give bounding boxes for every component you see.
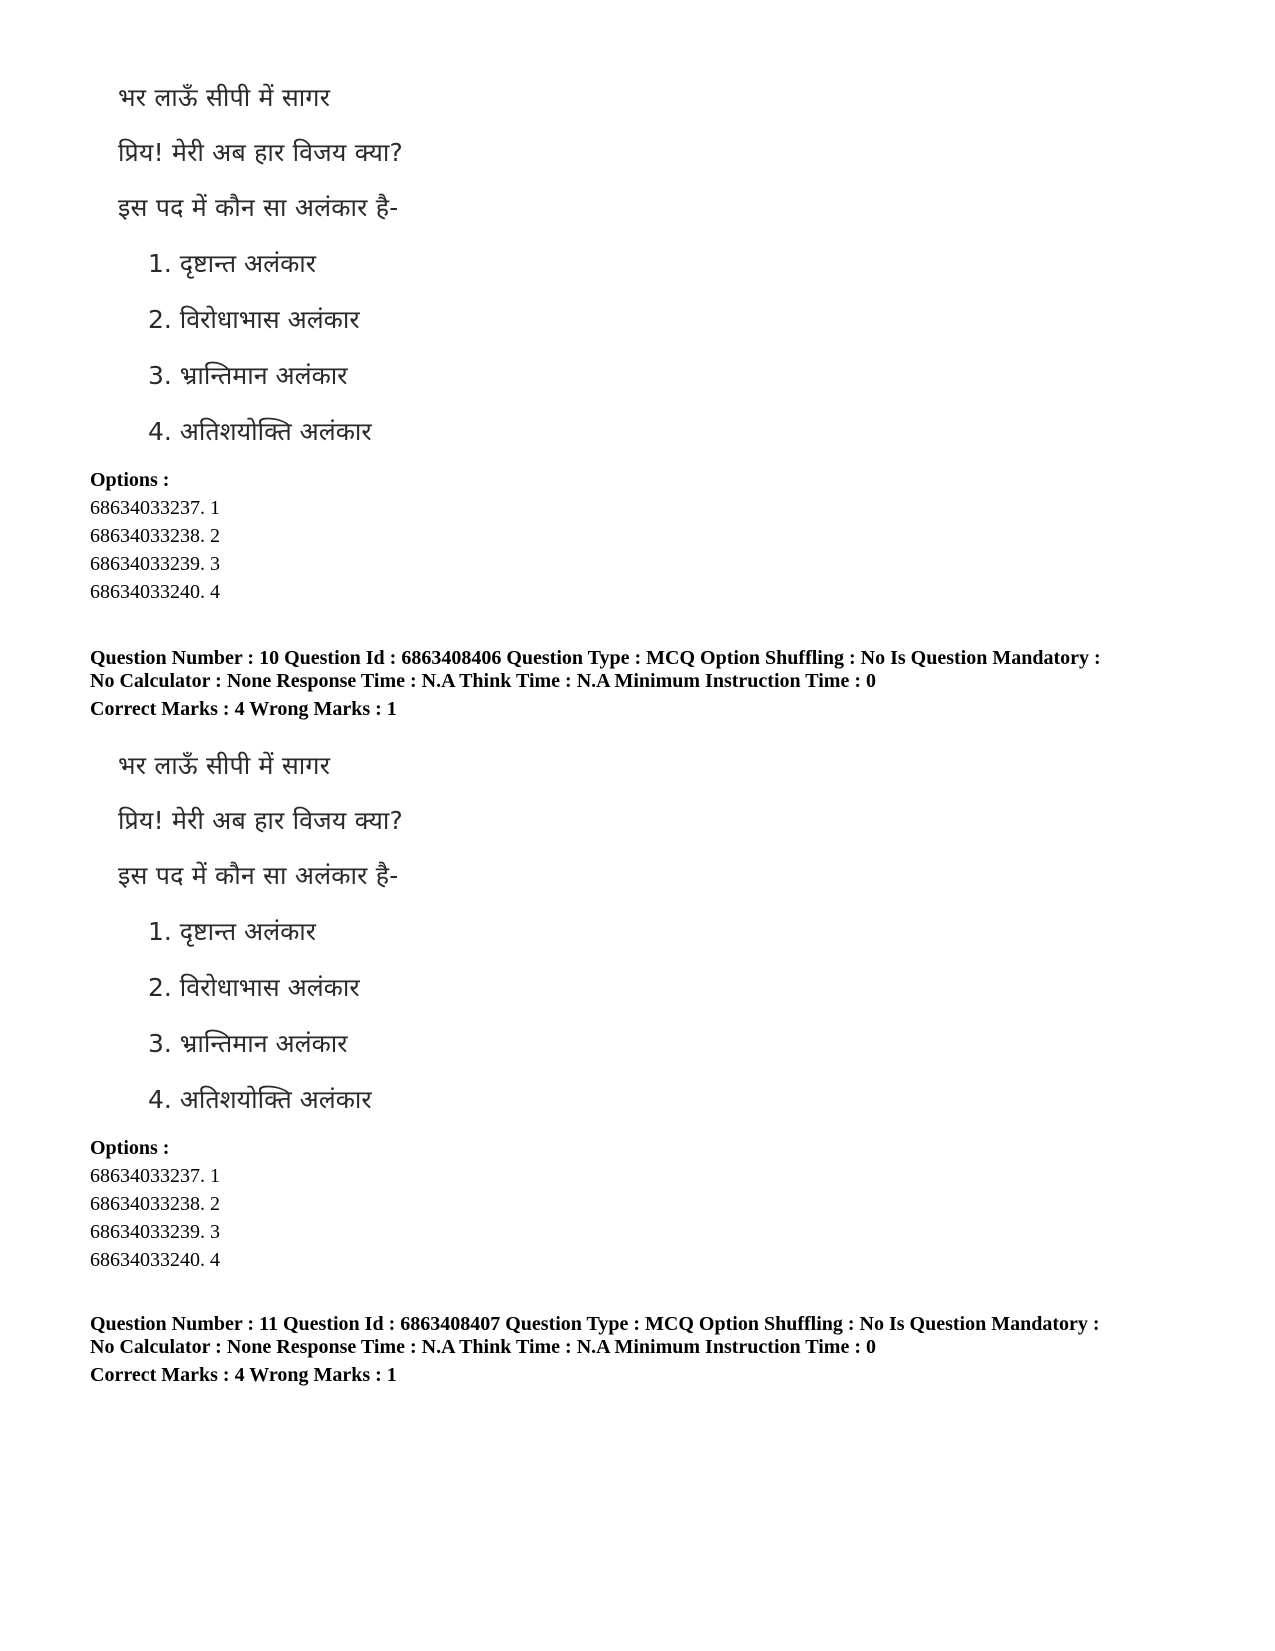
question-line: इस पद में कौन सा अलंकार है- <box>118 193 399 222</box>
option-item: 68634033237. 1 <box>90 1165 220 1187</box>
question-choice: 3. भ्रान्तिमान अलंकार <box>148 1029 348 1058</box>
question-line: प्रिय! मेरी अब हार विजय क्या? <box>118 806 404 835</box>
option-item: 68634033240. 4 <box>90 581 220 603</box>
question-choice: 4. अतिशयोक्ति अलंकार <box>148 1085 372 1114</box>
marks-line: Correct Marks : 4 Wrong Marks : 1 <box>90 698 397 720</box>
question-meta-line: Question Number : 10 Question Id : 6863408406 Question Type : MCQ Option Shuffling : No Is Question Mandatory : <box>90 647 1101 669</box>
option-item: 68634033238. 2 <box>90 525 220 547</box>
option-item: 68634033240. 4 <box>90 1249 220 1271</box>
question-meta-line: Question Number : 11 Question Id : 6863408407 Question Type : MCQ Option Shuffling : No Is Question Mandatory : <box>90 1313 1100 1335</box>
question-meta <box>90 647 1200 721</box>
question-choice: 2. विरोधाभास अलंकार <box>148 305 360 334</box>
question-meta <box>90 1313 1200 1387</box>
options-list <box>90 466 220 606</box>
question-line: भर लाऊँ सीपी में सागर <box>118 751 331 780</box>
question-line: प्रिय! मेरी अब हार विजय क्या? <box>118 138 404 167</box>
question-choice: 1. दृष्टान्त अलंकार <box>148 917 316 946</box>
question-meta-line: No Calculator : None Response Time : N.A Think Time : N.A Minimum Instruction Time : 0 <box>90 1336 876 1358</box>
options-heading: Options : <box>90 469 170 491</box>
question-choice: 2. विरोधाभास अलंकार <box>148 973 360 1002</box>
question-meta-line: No Calculator : None Response Time : N.A Think Time : N.A Minimum Instruction Time : 0 <box>90 670 876 692</box>
options-heading: Options : <box>90 1137 170 1159</box>
question-line: भर लाऊँ सीपी में सागर <box>118 83 331 112</box>
option-item: 68634033239. 3 <box>90 553 220 575</box>
question-choice: 1. दृष्टान्त अलंकार <box>148 249 316 278</box>
option-item: 68634033239. 3 <box>90 1221 220 1243</box>
options-list <box>90 1134 220 1274</box>
option-item: 68634033238. 2 <box>90 1193 220 1215</box>
option-item: 68634033237. 1 <box>90 497 220 519</box>
marks-line: Correct Marks : 4 Wrong Marks : 1 <box>90 1364 397 1386</box>
question-choice: 3. भ्रान्तिमान अलंकार <box>148 361 348 390</box>
question-choice: 4. अतिशयोक्ति अलंकार <box>148 417 372 446</box>
question-line: इस पद में कौन सा अलंकार है- <box>118 861 399 890</box>
